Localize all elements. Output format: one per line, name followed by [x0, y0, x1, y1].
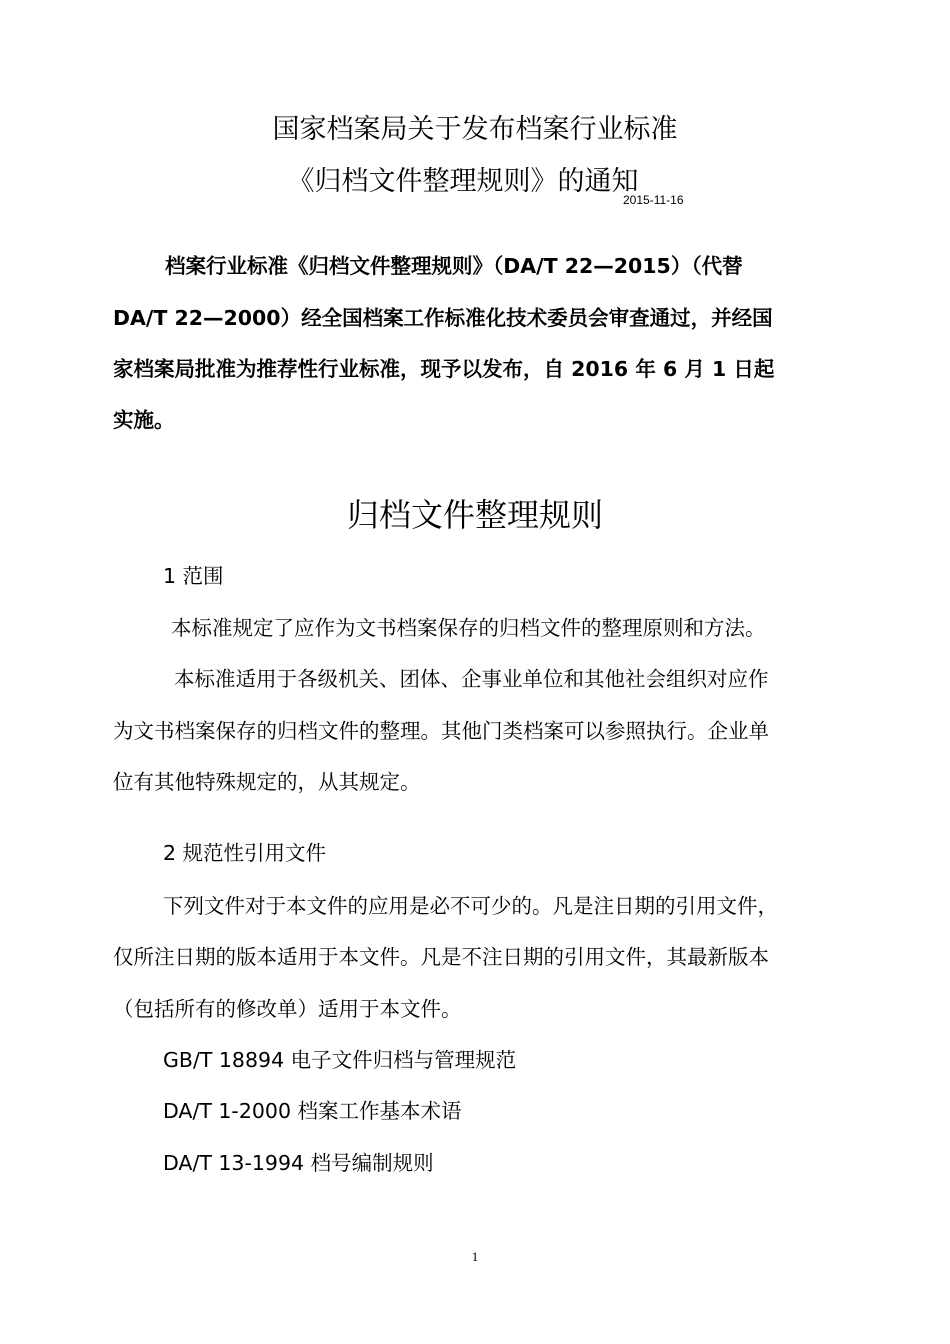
notice-line-4: 实施。 [113, 408, 175, 432]
section-1-paragraph-2-line-3: 位有其他特殊规定的，从其规定。 [113, 770, 421, 794]
reference-item: GB/T 18894 电子文件归档与管理规范 [163, 1048, 517, 1072]
notice-title-line-2: 《归档文件整理规则》的通知 [287, 166, 639, 197]
section-2-heading: 2 规范性引用文件 [163, 841, 327, 865]
notice-line-1: 档案行业标准《归档文件整理规则》（DA/T 22—2015）（代替 [165, 254, 743, 278]
notice-line-3: 家档案局批准为推荐性行业标准，现予以发布，自 2016 年 6 月 1 日起 [113, 357, 775, 381]
section-1-paragraph-2-line-1: 本标准适用于各级机关、团体、企事业单位和其他社会组织对应作 [174, 667, 769, 691]
reference-item: DA/T 13-1994 档号编制规则 [163, 1151, 434, 1175]
section-1-heading: 1 范围 [163, 564, 224, 588]
reference-item: DA/T 1-2000 档案工作基本术语 [163, 1099, 462, 1123]
notice-title-line-1: 国家档案局关于发布档案行业标准 [272, 114, 678, 145]
page-number: 1 [471, 1249, 479, 1264]
rule-title: 归档文件整理规则 [346, 496, 603, 534]
section-1-paragraph-1: 本标准规定了应作为文书档案保存的归档文件的整理原则和方法。 [171, 616, 766, 640]
publish-date: 2015-11-16 [623, 193, 684, 207]
section-2-paragraph-line-3: （包括所有的修改单）适用于本文件。 [113, 997, 462, 1021]
section-1-paragraph-2-line-2: 为文书档案保存的归档文件的整理。其他门类档案可以参照执行。企业单 [113, 719, 769, 743]
notice-line-2: DA/T 22—2000）经全国档案工作标准化技术委员会审查通过，并经国 [113, 306, 773, 330]
section-2-paragraph-line-2: 仅所注日期的版本适用于本文件。凡是不注日期的引用文件，其最新版本 [113, 945, 769, 969]
section-2-paragraph-line-1: 下列文件对于本文件的应用是必不可少的。凡是注日期的引用文件， [163, 894, 778, 918]
